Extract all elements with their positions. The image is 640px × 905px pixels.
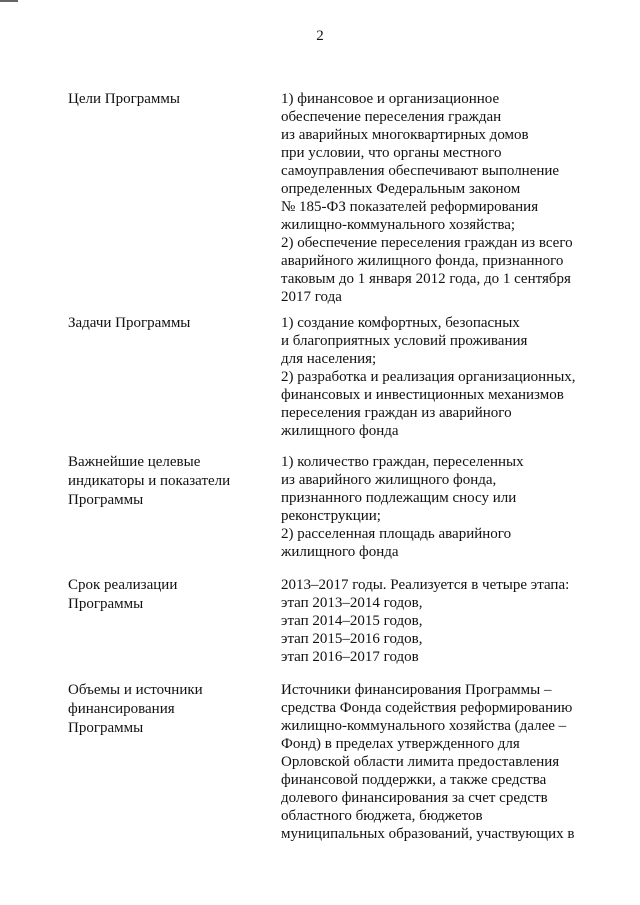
value-line: муниципальных образований, участвующих в bbox=[281, 826, 575, 842]
label-line: Задачи Программы bbox=[68, 315, 191, 331]
row-label bbox=[68, 681, 248, 738]
value-line: жилищного фонда bbox=[281, 544, 399, 560]
row-value bbox=[281, 314, 601, 440]
row-value bbox=[281, 681, 601, 843]
row-label bbox=[68, 453, 248, 510]
value-line: областного бюджета, бюджетов bbox=[281, 808, 483, 824]
value-line: самоуправления обеспечивают выполнение bbox=[281, 163, 560, 179]
scan-corner-mark bbox=[0, 0, 18, 2]
value-line: из аварийных многоквартирных домов bbox=[281, 127, 529, 143]
label-line: Цели Программы bbox=[68, 91, 180, 107]
value-line: этап 2015–2016 годов, bbox=[281, 631, 423, 647]
value-line: финансовой поддержки, а также средства bbox=[281, 772, 547, 788]
value-line: обеспечение переселения граждан bbox=[281, 109, 502, 125]
row-label bbox=[68, 90, 248, 109]
value-line: финансовых и инвестиционных механизмов bbox=[281, 387, 564, 403]
value-line: 1) количество граждан, переселенных bbox=[281, 454, 524, 470]
value-line: жилищно-коммунального хозяйства (далее – bbox=[281, 718, 567, 734]
row-label bbox=[68, 576, 248, 614]
label-line: Срок реализации bbox=[68, 577, 178, 593]
value-line: реконструкции; bbox=[281, 508, 381, 524]
value-line: при условии, что органы местного bbox=[281, 145, 502, 161]
value-line: долевого финансирования за счет средств bbox=[281, 790, 548, 806]
value-line: 2017 года bbox=[281, 289, 342, 305]
value-line: признанного подлежащим сносу или bbox=[281, 490, 517, 506]
label-line: финансирования bbox=[68, 701, 175, 717]
value-line: переселения граждан из аварийного bbox=[281, 405, 512, 421]
value-line: Фонд) в пределах утвержденного для bbox=[281, 736, 520, 752]
value-line: 2) расселенная площадь аварийного bbox=[281, 526, 512, 542]
value-line: таковым до 1 января 2012 года, до 1 сентября bbox=[281, 271, 571, 287]
label-line: индикаторы и показатели bbox=[68, 473, 231, 489]
row-label bbox=[68, 314, 248, 333]
label-line: Программы bbox=[68, 492, 144, 508]
value-line: № 185-ФЗ показателей реформирования bbox=[281, 199, 539, 215]
value-line: аварийного жилищного фонда, признанного bbox=[281, 253, 564, 269]
page-number: 2 bbox=[316, 28, 324, 44]
value-line: средства Фонда содействия реформированию bbox=[281, 700, 573, 716]
value-line: этап 2016–2017 годов bbox=[281, 649, 419, 665]
value-line: жилищного фонда bbox=[281, 423, 399, 439]
value-line: этап 2013–2014 годов, bbox=[281, 595, 423, 611]
value-line: и благоприятных условий проживания bbox=[281, 333, 528, 349]
value-line: Источники финансирования Программы – bbox=[281, 682, 552, 698]
label-line: Объемы и источники bbox=[68, 682, 203, 698]
value-line: определенных Федеральным законом bbox=[281, 181, 521, 197]
value-line: 1) создание комфортных, безопасных bbox=[281, 315, 520, 331]
value-line: жилищно-коммунального хозяйства; bbox=[281, 217, 516, 233]
row-value bbox=[281, 90, 601, 306]
row-value bbox=[281, 576, 601, 666]
value-line: из аварийного жилищного фонда, bbox=[281, 472, 497, 488]
label-line: Программы bbox=[68, 596, 144, 612]
label-line: Важнейшие целевые bbox=[68, 454, 201, 470]
value-line: Орловской области лимита предоставления bbox=[281, 754, 560, 770]
row-value bbox=[281, 453, 601, 561]
label-line: Программы bbox=[68, 720, 144, 736]
value-line: этап 2014–2015 годов, bbox=[281, 613, 423, 629]
value-line: 2) разработка и реализация организационных, bbox=[281, 369, 576, 385]
value-line: 2) обеспечение переселения граждан из всего bbox=[281, 235, 573, 251]
value-line: для населения; bbox=[281, 351, 377, 367]
value-line: 2013–2017 годы. Реализуется в четыре этапа: bbox=[281, 577, 570, 593]
value-line: 1) финансовое и организационное bbox=[281, 91, 500, 107]
